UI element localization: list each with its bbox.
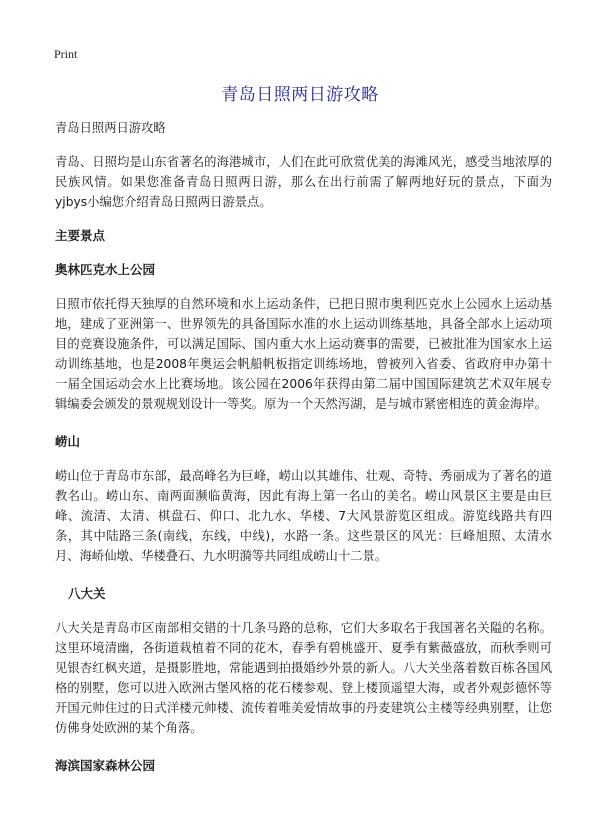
badaguan-paragraph: 八大关是青岛市区南部相交错的十几条马路的总称，它们大多取名于我国著名关隘的名称。这里环境清幽，各街道栽植着不同的花木，春季有碧桃盛开、夏季有紫薇盛放，而秋季则可见银杏红枫夹道，是摄影胜地，常能遇到拍摄婚纱外景的新人。八大关坐落着数百栋各国风格的别墅，您可以进入欧洲古堡风格的花石楼参观、登上楼顶遥望大海，或者外观彭德怀等开国元帅住过的日式洋楼元帅楼、流传着唯美爱情故事的丹麦建筑公主楼等经典别墅，让您仿佛身处欧洲的某个角落。 (55, 621, 552, 735)
section-heading-olympic-park: 奥林匹克水上公园 (55, 262, 156, 277)
section-heading-main-attractions: 主要景点 (55, 228, 106, 243)
page-title: 青岛日照两日游攻略 (221, 85, 379, 105)
section-heading-badaguan: 八大关 (68, 586, 106, 601)
laoshan-paragraph: 崂山位于青岛市东部，最高峰名为巨峰，崂山以其雄伟、壮观、奇特、秀丽成为了著名的道教名山。崂山东、南两面濒临黄海，因此有海上第一名山的美名。崂山风景区主要是由巨峰、流清、太清、棋盘石、仰口、北九水、华楼、7大风景游览区组成。游览线路共有四条，其中陆路三条(南线，东线，中线)，水路一条。这些景区的风光：巨峰旭照、太清水月、海峤仙墩、华楼叠石、九水明漪等共同组成崂山十二景。 (55, 469, 552, 563)
article-body (55, 118, 552, 776)
olympic-park-paragraph: 日照市依托得天独厚的自然环境和水上运动条件，已把日照市奥利匹克水上公园水上运动基地，建成了亚洲第一、世界领先的具备国际水准的水上运动训练基地，具备全部水上运动项目的竞赛设施条件，可以满足国际、国内重大水上运动赛事的需要，已被批准为国家水上运动训练基地，也是2008年奥运会帆船帆板指定训练场地，曾被列入省委、省政府申办第十一届全国运动会水上比赛场地。该公园在2006年获得由第二届中国国际建筑艺术双年展专辑编委会颁发的景观规划设计一等奖。原为一个天然泻湖，是与城市紧密相连的黄金海岸。 (55, 297, 552, 411)
intro-paragraph: 青岛、日照均是山东省著名的海港城市，人们在此可欣赏优美的海滩风光，感受当地浓厚的民族风情。如果您准备青岛日照两日游，那么在出行前需了解两地好玩的景点，下面为yjbys小编您介绍青岛日照两日游景点。 (55, 155, 552, 209)
section-heading-forest-park: 海滨国家森林公园 (55, 758, 156, 773)
section-heading-laoshan: 崂山 (55, 434, 81, 449)
article-subtitle: 青岛日照两日游攻略 (55, 121, 166, 135)
print-link[interactable]: Print (54, 47, 78, 61)
